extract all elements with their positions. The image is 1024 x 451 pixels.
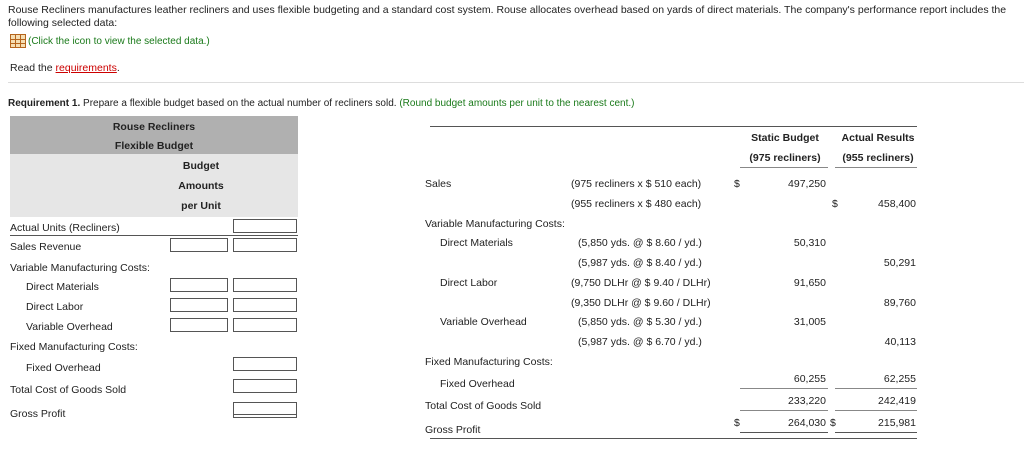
table-grid-icon[interactable] xyxy=(10,34,26,48)
dm-total-input[interactable] xyxy=(233,278,297,292)
requirements-link[interactable]: requirements xyxy=(55,62,117,74)
dt-foh: Fixed Overhead xyxy=(440,378,515,390)
foh-actual-rule xyxy=(835,388,917,389)
dt-fmc: Fixed Manufacturing Costs: xyxy=(425,356,553,368)
tcogs-actual-rule xyxy=(835,410,917,411)
static-header-rule xyxy=(740,167,828,168)
dt-sales-detail-2: (955 recliners x $ 480 each) xyxy=(571,198,702,210)
dt-voh: Variable Overhead xyxy=(440,316,527,328)
dt-dollar-actual: $ xyxy=(832,198,838,210)
view-data-link[interactable]: (Click the icon to view the selected data.) xyxy=(28,35,210,47)
foh-total-input[interactable] xyxy=(233,357,297,371)
dt-dm: Direct Materials xyxy=(440,237,513,249)
problem-intro: Rouse Recliners manufactures leather recliners and uses flexible budgeting and a standard cost system. Rouse allocates overhead based on yards of direct materials. The company's performance report includes the following selected data: xyxy=(8,4,1007,29)
row-total-cogs: Total Cost of Goods Sold xyxy=(10,384,127,396)
actual-header-rule xyxy=(835,167,917,168)
dt-gross-profit: Gross Profit xyxy=(425,424,481,436)
col-header-amounts: Amounts xyxy=(178,180,224,192)
row-direct-labor: Direct Labor xyxy=(26,301,84,313)
row-direct-materials: Direct Materials xyxy=(26,281,99,293)
read-requirements xyxy=(10,62,120,74)
tcogs-static-rule xyxy=(740,410,828,411)
data-top-rule xyxy=(430,126,917,127)
row-actual-units: Actual Units (Recliners) xyxy=(10,222,120,234)
dt-dl-actual: 89,760 xyxy=(883,297,916,309)
dt-dm-static: 50,310 xyxy=(793,237,826,249)
dt-voh-actual: 40,113 xyxy=(884,336,916,348)
dt-vmc: Variable Manufacturing Costs: xyxy=(425,218,565,230)
dm-per-unit-input[interactable] xyxy=(170,278,228,292)
dt-voh-detail-2: (5,987 yds. @ $ 6.70 / yd.) xyxy=(578,336,702,348)
col-header-budget: Budget xyxy=(182,160,220,172)
header-rule xyxy=(10,235,298,236)
dt-dl-detail-2: (9,350 DLHr @ $ 9.60 / DLHr) xyxy=(571,297,711,309)
dt-foh-static: 60,255 xyxy=(793,373,826,385)
view-data-row[interactable] xyxy=(10,34,210,48)
row-var-mfg-costs: Variable Manufacturing Costs: xyxy=(10,262,150,274)
dt-tcogs: Total Cost of Goods Sold xyxy=(425,400,542,412)
read-prefix: Read the xyxy=(10,62,56,74)
requirement-text xyxy=(8,98,635,109)
actual-header-1: Actual Results xyxy=(841,132,915,144)
read-suffix: . xyxy=(116,62,120,74)
divider xyxy=(8,82,1024,83)
dt-dm-detail-1: (5,850 yds. @ $ 8.60 / yd.) xyxy=(578,237,702,249)
dt-dl-static: 91,650 xyxy=(793,277,826,289)
dt-sales: Sales xyxy=(425,178,452,190)
flex-budget-subheader xyxy=(10,154,298,217)
row-fixed-mfg-costs: Fixed Manufacturing Costs: xyxy=(10,341,138,353)
dt-gp-dollar: $ xyxy=(734,417,740,429)
dt-foh-actual: 62,255 xyxy=(883,373,916,385)
row-sales-revenue: Sales Revenue xyxy=(10,241,82,253)
requirement-hint: (Round budget amounts per unit to the nearest cent.) xyxy=(399,98,635,109)
requirement-label: Requirement 1. xyxy=(8,98,81,109)
row-gross-profit: Gross Profit xyxy=(10,408,66,420)
sales-per-unit-input[interactable] xyxy=(170,238,228,252)
gp-static-double-rule xyxy=(740,432,828,433)
sales-total-input[interactable] xyxy=(233,238,297,252)
dt-dollar: $ xyxy=(734,178,740,190)
dt-gp-dollar-actual: $ xyxy=(830,417,836,429)
dt-dl: Direct Labor xyxy=(440,277,498,289)
dt-tcogs-static: 233,220 xyxy=(788,395,826,407)
static-header-2: (975 recliners) xyxy=(749,152,821,164)
static-header-1: Static Budget xyxy=(751,132,819,144)
dt-voh-detail-1: (5,850 yds. @ $ 5.30 / yd.) xyxy=(578,316,702,328)
requirement-body: Prepare a flexible budget based on the actual number of recliners sold. xyxy=(80,98,397,109)
budget-title: Flexible Budget xyxy=(114,140,194,152)
dt-dm-actual: 50,291 xyxy=(883,257,916,269)
dt-tcogs-actual: 242,419 xyxy=(878,395,916,407)
voh-total-input[interactable] xyxy=(233,318,297,332)
row-fixed-overhead: Fixed Overhead xyxy=(26,362,101,374)
dt-sales-actual: 458,400 xyxy=(878,198,916,210)
gp-actual-double-rule xyxy=(835,432,917,433)
dt-gp-actual: 215,981 xyxy=(878,417,916,429)
data-bottom-rule xyxy=(430,438,917,439)
foh-static-rule xyxy=(740,388,828,389)
dt-sales-static: 497,250 xyxy=(788,178,826,190)
tcogs-total-input[interactable] xyxy=(233,379,297,393)
dt-voh-static: 31,005 xyxy=(793,316,826,328)
company-title: Rouse Recliners xyxy=(112,121,196,133)
dt-sales-detail-1: (975 recliners x $ 510 each) xyxy=(571,178,702,190)
row-variable-overhead: Variable Overhead xyxy=(26,321,113,333)
voh-per-unit-input[interactable] xyxy=(170,318,228,332)
dt-dm-detail-2: (5,987 yds. @ $ 8.40 / yd.) xyxy=(578,257,702,269)
dt-gp-static: 264,030 xyxy=(788,417,826,429)
dl-per-unit-input[interactable] xyxy=(170,298,228,312)
actual-units-input[interactable] xyxy=(233,219,297,233)
dt-dl-detail-1: (9,750 DLHr @ $ 9.40 / DLHr) xyxy=(571,277,711,289)
gross-profit-input[interactable] xyxy=(233,402,297,418)
col-header-per-unit: per Unit xyxy=(181,200,221,212)
dl-total-input[interactable] xyxy=(233,298,297,312)
actual-header-2: (955 recliners) xyxy=(842,152,914,164)
